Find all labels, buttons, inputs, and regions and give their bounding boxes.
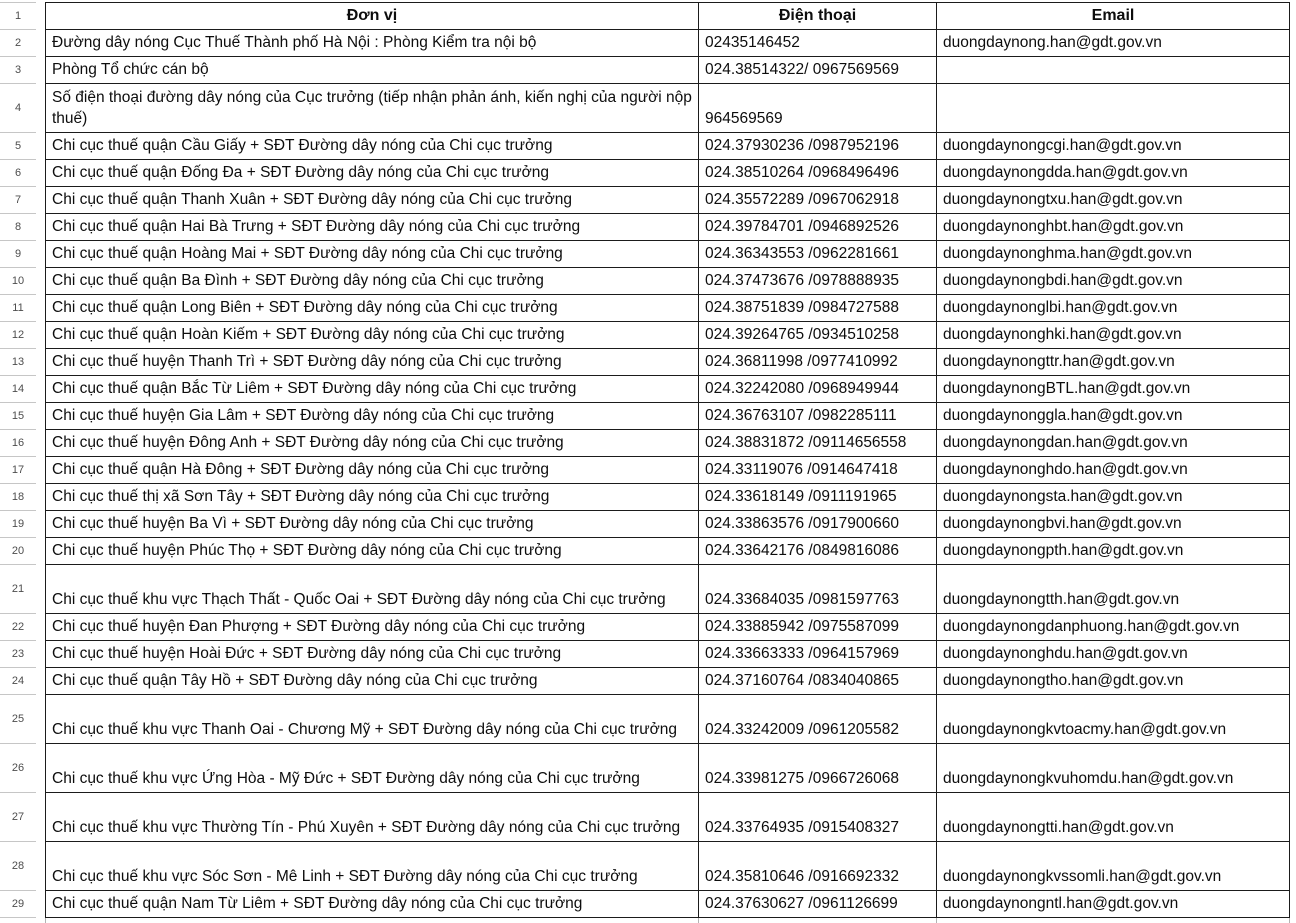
- header-unit-label: Đơn vị: [346, 7, 398, 24]
- partial-next-row: [45, 918, 1290, 922]
- cell-phone[interactable]: [699, 214, 937, 241]
- row-number-label: 18: [11, 491, 25, 503]
- email-text: duongdaynonglbi.han@gdt.gov.vn: [943, 299, 1178, 316]
- cell-email[interactable]: [937, 430, 1290, 457]
- table-row: [45, 891, 1290, 918]
- cell-unit[interactable]: [45, 376, 699, 403]
- cell-email[interactable]: [937, 744, 1290, 793]
- phone-text: 024.33863576 /0917900660: [705, 515, 899, 532]
- phone-text: 024.33119076 /0914647418: [705, 461, 898, 478]
- table-row: [45, 614, 1290, 641]
- header-cell-phone[interactable]: [699, 3, 937, 30]
- row-number[interactable]: [0, 240, 36, 267]
- email-text: duongdaynong.han@gdt.gov.vn: [943, 34, 1162, 51]
- cell-phone[interactable]: [699, 484, 937, 511]
- email-text: duongdaynongbvi.han@gdt.gov.vn: [943, 515, 1182, 532]
- table-row: [45, 511, 1290, 538]
- row-number[interactable]: [0, 29, 36, 56]
- email-text: duongdaynongttr.han@gdt.gov.vn: [943, 353, 1175, 370]
- table-row: [45, 133, 1290, 160]
- row-number[interactable]: [0, 132, 36, 159]
- phone-text: 024.38510264 /0968496496: [705, 164, 899, 181]
- cell-phone[interactable]: [699, 241, 937, 268]
- table-row: [45, 84, 1290, 133]
- unit-text: Chi cục thuế huyện Đông Anh + SĐT Đường dây nóng của Chi cục trưởng: [52, 434, 564, 451]
- email-text: duongdaynonghdu.han@gdt.gov.vn: [943, 645, 1188, 662]
- unit-text: Chi cục thuế quận Nam Từ Liêm + SĐT Đường dây nóng của Chi cục trưởng: [52, 895, 583, 912]
- unit-text: Chi cục thuế huyện Thanh Trì + SĐT Đường dây nóng của Chi cục trưởng: [52, 353, 562, 370]
- row-number-label: 1: [14, 10, 22, 22]
- cell-unit[interactable]: [45, 187, 699, 214]
- row-number[interactable]: [0, 83, 36, 132]
- phone-text: 024.35810646 /0916692332: [705, 868, 899, 885]
- email-text: duongdaynongkvuhomdu.han@gdt.gov.vn: [943, 770, 1234, 787]
- phone-text: 024.32242080 /0968949944: [705, 380, 899, 397]
- phone-text: 024.37160764 /0834040865: [705, 672, 899, 689]
- row-number-label: 20: [11, 545, 25, 557]
- email-text: duongdaynongbdi.han@gdt.gov.vn: [943, 272, 1183, 289]
- unit-text: Chi cục thuế quận Ba Đình + SĐT Đường dây nóng của Chi cục trưởng: [52, 272, 544, 289]
- table-row: [45, 457, 1290, 484]
- row-number[interactable]: [0, 792, 36, 841]
- row-number[interactable]: [0, 2, 36, 29]
- gutter-gap: [36, 2, 45, 922]
- cell-unit[interactable]: [45, 322, 699, 349]
- cell-unit[interactable]: [45, 538, 699, 565]
- cell-email[interactable]: [937, 187, 1290, 214]
- email-text: duongdaynonghdo.han@gdt.gov.vn: [943, 461, 1188, 478]
- cell-unit[interactable]: [45, 349, 699, 376]
- header-cell-email[interactable]: [937, 3, 1290, 30]
- phone-text: 024.33618149 /0911191965: [705, 488, 897, 505]
- table-row: [45, 565, 1290, 614]
- row-number-label: 3: [14, 64, 22, 76]
- cell-phone[interactable]: [699, 614, 937, 641]
- table-row: [45, 160, 1290, 187]
- unit-text: Chi cục thuế khu vực Ứng Hòa - Mỹ Đức + SĐT Đường dây nóng của Chi cục trưởng: [52, 770, 640, 787]
- table-row: [45, 241, 1290, 268]
- table-row: [45, 538, 1290, 565]
- row-number[interactable]: [0, 213, 36, 240]
- email-text: duongdaynonghma.han@gdt.gov.vn: [943, 245, 1192, 262]
- phone-text: 024.36763107 /0982285111: [705, 407, 897, 424]
- table-row: [45, 295, 1290, 322]
- table-row: [45, 322, 1290, 349]
- table-row: [45, 793, 1290, 842]
- row-number[interactable]: [0, 159, 36, 186]
- table-row: [45, 376, 1290, 403]
- cell-phone[interactable]: [699, 511, 937, 538]
- cell-unit[interactable]: [45, 565, 699, 614]
- cell-unit[interactable]: [45, 241, 699, 268]
- row-number[interactable]: [0, 375, 36, 402]
- row-number-label: 13: [11, 356, 25, 368]
- phone-text: 964569569: [705, 110, 783, 127]
- cell-phone[interactable]: [699, 322, 937, 349]
- email-text: duongdaynongpth.han@gdt.gov.vn: [943, 542, 1184, 559]
- row-number-label: 5: [14, 140, 22, 152]
- cell-email[interactable]: [937, 160, 1290, 187]
- cell-phone[interactable]: [699, 457, 937, 484]
- cell-unit[interactable]: [45, 614, 699, 641]
- cell-phone[interactable]: [699, 160, 937, 187]
- unit-text: Chi cục thuế khu vực Thanh Oai - Chương Mỹ + SĐT Đường dây nóng của Chi cục trưởng: [52, 721, 677, 738]
- table-row: [45, 30, 1290, 57]
- cell-phone[interactable]: [699, 403, 937, 430]
- row-number-column: [0, 2, 36, 922]
- cell-email[interactable]: [937, 484, 1290, 511]
- unit-text: Chi cục thuế quận Đống Đa + SĐT Đường dây nóng của Chi cục trưởng: [52, 164, 550, 181]
- email-text: duongdaynongkvssomli.han@gdt.gov.vn: [943, 868, 1222, 885]
- cell-email[interactable]: [937, 891, 1290, 918]
- row-number-label: 24: [11, 675, 25, 687]
- cell-unit[interactable]: [45, 268, 699, 295]
- cell-email[interactable]: [937, 565, 1290, 614]
- email-text: duongdaynongkvtoacmy.han@gdt.gov.vn: [943, 721, 1227, 738]
- phone-text: 024.33885942 /0975587099: [705, 618, 899, 635]
- phone-text: 024.36343553 /0962281661: [705, 245, 899, 262]
- row-number-label: 22: [11, 621, 25, 633]
- row-number[interactable]: [0, 267, 36, 294]
- row-number-label: 17: [11, 464, 25, 476]
- cell-unit[interactable]: [45, 403, 699, 430]
- unit-text: Chi cục thuế quận Bắc Từ Liêm + SĐT Đường dây nóng của Chi cục trưởng: [52, 380, 577, 397]
- cell-email[interactable]: [937, 84, 1290, 133]
- phone-text: 024.33642176 /0849816086: [705, 542, 899, 559]
- cell-phone[interactable]: [699, 793, 937, 842]
- phone-text: 024.38751839 /0984727588: [705, 299, 899, 316]
- table-row: [45, 695, 1290, 744]
- row-number-label: 21: [11, 583, 25, 595]
- phone-text: 024.33684035 /0981597763: [705, 591, 899, 608]
- cell-unit[interactable]: [45, 793, 699, 842]
- table-row: [45, 268, 1290, 295]
- unit-text: Chi cục thuế quận Cầu Giấy + SĐT Đường dây nóng của Chi cục trưởng: [52, 137, 553, 154]
- cell-phone[interactable]: [699, 187, 937, 214]
- email-text: duongdaynongtti.han@gdt.gov.vn: [943, 819, 1174, 836]
- cell-email[interactable]: [937, 668, 1290, 695]
- row-number-label: 6: [14, 167, 22, 179]
- cell-email[interactable]: [937, 349, 1290, 376]
- row-number[interactable]: [0, 456, 36, 483]
- row-number-label: 8: [14, 221, 22, 233]
- table-row: [45, 430, 1290, 457]
- cell-phone[interactable]: [699, 295, 937, 322]
- table-row: [45, 403, 1290, 430]
- unit-text: Chi cục thuế quận Hà Đông + SĐT Đường dây nóng của Chi cục trưởng: [52, 461, 550, 478]
- unit-text: Đường dây nóng Cục Thuế Thành phố Hà Nội : Phòng Kiểm tra nội bộ: [52, 34, 537, 51]
- cell-unit[interactable]: [45, 457, 699, 484]
- cell-unit[interactable]: [45, 430, 699, 457]
- cell-email[interactable]: [937, 322, 1290, 349]
- contacts-table: [45, 2, 1290, 922]
- table-row: [45, 744, 1290, 793]
- row-number-label: 27: [11, 811, 25, 823]
- cell-phone[interactable]: [699, 349, 937, 376]
- phone-text: 024.33663333 /0964157969: [705, 645, 899, 662]
- table-row: [45, 842, 1290, 891]
- cell-unit[interactable]: [45, 511, 699, 538]
- row-number-label: 4: [14, 102, 22, 114]
- row-number-label: 19: [11, 518, 25, 530]
- cell-email[interactable]: [937, 641, 1290, 668]
- phone-text: 024.38831872 /09114656558: [705, 434, 907, 451]
- cell-phone[interactable]: [699, 744, 937, 793]
- unit-text: Chi cục thuế khu vực Thường Tín - Phú Xuyên + SĐT Đường dây nóng của Chi cục trưởng: [52, 819, 681, 836]
- email-text: duongdaynonghbt.han@gdt.gov.vn: [943, 218, 1184, 235]
- row-number-label: 23: [11, 648, 25, 660]
- cell-email[interactable]: [937, 538, 1290, 565]
- header-row: [45, 3, 1290, 30]
- row-number-label: 9: [14, 248, 22, 260]
- cell-unit[interactable]: [45, 84, 699, 133]
- unit-text: Chi cục thuế quận Thanh Xuân + SĐT Đường dây nóng của Chi cục trưởng: [52, 191, 573, 208]
- email-text: duongdaynongtho.han@gdt.gov.vn: [943, 672, 1184, 689]
- cell-email[interactable]: [937, 842, 1290, 891]
- cell-email[interactable]: [937, 614, 1290, 641]
- cell-unit[interactable]: [45, 668, 699, 695]
- phone-text: 024.37930236 /0987952196: [705, 137, 899, 154]
- cell-phone[interactable]: [699, 133, 937, 160]
- unit-text: Chi cục thuế huyện Ba Vì + SĐT Đường dây nóng của Chi cục trưởng: [52, 515, 534, 532]
- cell-phone[interactable]: [699, 57, 937, 84]
- phone-text: 024.33981275 /0966726068: [705, 770, 899, 787]
- row-number-label: 2: [14, 37, 22, 49]
- row-number-label: 7: [14, 194, 22, 206]
- cell-unit[interactable]: [45, 891, 699, 918]
- cell-email[interactable]: [937, 295, 1290, 322]
- cell-unit[interactable]: [45, 133, 699, 160]
- cell-phone[interactable]: [699, 268, 937, 295]
- cell-unit[interactable]: [45, 30, 699, 57]
- cell-phone[interactable]: [699, 641, 937, 668]
- table-row: [45, 57, 1290, 84]
- table-row: [45, 668, 1290, 695]
- unit-text: Số điện thoại đường dây nóng của Cục trưởng (tiếp nhận phản ánh, kiến nghị của người nộp thuế): [52, 89, 692, 127]
- email-text: duongdaynonggla.han@gdt.gov.vn: [943, 407, 1183, 424]
- row-number[interactable]: [0, 294, 36, 321]
- unit-text: Chi cục thuế quận Long Biên + SĐT Đường dây nóng của Chi cục trưởng: [52, 299, 558, 316]
- cell-email[interactable]: [937, 133, 1290, 160]
- row-number-label: 16: [11, 437, 25, 449]
- cell-unit[interactable]: [45, 295, 699, 322]
- cell-phone[interactable]: [699, 565, 937, 614]
- unit-text: Chi cục thuế huyện Gia Lâm + SĐT Đường dây nóng của Chi cục trưởng: [52, 407, 555, 424]
- cell-phone[interactable]: [699, 695, 937, 744]
- cell-email[interactable]: [937, 793, 1290, 842]
- cell-email[interactable]: [937, 57, 1290, 84]
- email-text: duongdaynongdanphuong.han@gdt.gov.vn: [943, 618, 1240, 635]
- header-cell-unit[interactable]: [45, 3, 699, 30]
- cell-phone[interactable]: [699, 376, 937, 403]
- cell-email[interactable]: [937, 511, 1290, 538]
- phone-text: 024.39784701 /0946892526: [705, 218, 899, 235]
- row-number-divider: [0, 917, 36, 921]
- phone-text: 024.37630627 /0961126699: [705, 895, 898, 912]
- cell-phone[interactable]: [699, 668, 937, 695]
- unit-text: Chi cục thuế huyện Phúc Thọ + SĐT Đường dây nóng của Chi cục trưởng: [52, 542, 562, 559]
- cell-unit[interactable]: [45, 57, 699, 84]
- row-number[interactable]: [0, 321, 36, 348]
- table-row: [45, 484, 1290, 511]
- email-text: duongdaynongtxu.han@gdt.gov.vn: [943, 191, 1183, 208]
- email-text: duongdaynongsta.han@gdt.gov.vn: [943, 488, 1183, 505]
- row-number-label: 14: [11, 383, 25, 395]
- unit-text: Chi cục thuế khu vực Sóc Sơn - Mê Linh + SĐT Đường dây nóng của Chi cục trưởng: [52, 868, 638, 885]
- cell-phone[interactable]: [699, 538, 937, 565]
- cell-phone[interactable]: [699, 84, 937, 133]
- cell-email[interactable]: [937, 695, 1290, 744]
- unit-text: Chi cục thuế quận Hoàn Kiếm + SĐT Đường dây nóng của Chi cục trưởng: [52, 326, 565, 343]
- row-number[interactable]: [0, 564, 36, 613]
- row-number-label: 29: [11, 898, 25, 910]
- cell-email[interactable]: [937, 457, 1290, 484]
- table-body: [45, 30, 1290, 918]
- email-text: duongdaynongdan.han@gdt.gov.vn: [943, 434, 1188, 451]
- unit-text: Phòng Tổ chức cán bộ: [52, 61, 209, 78]
- phone-text: 024.39264765 /0934510258: [705, 326, 899, 343]
- row-number[interactable]: [0, 348, 36, 375]
- unit-text: Chi cục thuế huyện Đan Phượng + SĐT Đường dây nóng của Chi cục trưởng: [52, 618, 586, 635]
- cell-unit[interactable]: [45, 695, 699, 744]
- unit-text: Chi cục thuế thị xã Sơn Tây + SĐT Đường dây nóng của Chi cục trưởng: [52, 488, 550, 505]
- unit-text: Chi cục thuế khu vực Thạch Thất - Quốc Oai + SĐT Đường dây nóng của Chi cục trưởng: [52, 591, 666, 608]
- row-number[interactable]: [0, 743, 36, 792]
- cell-email[interactable]: [937, 268, 1290, 295]
- unit-text: Chi cục thuế quận Tây Hồ + SĐT Đường dây nóng của Chi cục trưởng: [52, 672, 538, 689]
- phone-text: 024.33242009 /0961205582: [705, 721, 899, 738]
- row-number-label: 12: [11, 329, 25, 341]
- cell-email[interactable]: [937, 376, 1290, 403]
- email-text: duongdaynongntl.han@gdt.gov.vn: [943, 895, 1179, 912]
- row-number-label: 11: [12, 302, 24, 314]
- cell-unit[interactable]: [45, 160, 699, 187]
- row-number[interactable]: [0, 186, 36, 213]
- phone-text: 024.35572289 /0967062918: [705, 191, 899, 208]
- cell-phone[interactable]: [699, 842, 937, 891]
- cell-unit[interactable]: [45, 744, 699, 793]
- cell-unit[interactable]: [45, 484, 699, 511]
- row-number-label: 26: [11, 762, 25, 774]
- row-number[interactable]: [0, 429, 36, 456]
- cell-phone[interactable]: [699, 430, 937, 457]
- row-number-label: 10: [11, 275, 25, 287]
- header-email-label: Email: [1091, 7, 1135, 24]
- cell-email[interactable]: [937, 241, 1290, 268]
- phone-text: 024.37473676 /0978888935: [705, 272, 899, 289]
- row-number-label: 28: [11, 860, 25, 872]
- table-row: [45, 641, 1290, 668]
- row-number-label: 15: [11, 410, 25, 422]
- row-number[interactable]: [0, 890, 36, 917]
- email-text: duongdaynongtth.han@gdt.gov.vn: [943, 591, 1180, 608]
- cell-email[interactable]: [937, 403, 1290, 430]
- row-number-label: 25: [11, 713, 25, 725]
- table-row: [45, 349, 1290, 376]
- row-number[interactable]: [0, 510, 36, 537]
- phone-text: 02435146452: [705, 34, 800, 51]
- row-number[interactable]: [0, 613, 36, 640]
- email-text: duongdaynonghki.han@gdt.gov.vn: [943, 326, 1182, 343]
- row-number[interactable]: [0, 402, 36, 429]
- email-text: duongdaynongBTL.han@gdt.gov.vn: [943, 380, 1191, 397]
- row-number[interactable]: [0, 483, 36, 510]
- email-text: duongdaynongcgi.han@gdt.gov.vn: [943, 137, 1182, 154]
- table-row: [45, 214, 1290, 241]
- cell-unit[interactable]: [45, 214, 699, 241]
- cell-email[interactable]: [937, 214, 1290, 241]
- row-number[interactable]: [0, 56, 36, 83]
- row-number[interactable]: [0, 841, 36, 890]
- cell-phone[interactable]: [699, 30, 937, 57]
- row-number[interactable]: [0, 694, 36, 743]
- row-number[interactable]: [0, 537, 36, 564]
- email-text: duongdaynongdda.han@gdt.gov.vn: [943, 164, 1188, 181]
- unit-text: Chi cục thuế quận Hai Bà Trưng + SĐT Đường dây nóng của Chi cục trưởng: [52, 218, 581, 235]
- unit-text: Chi cục thuế huyện Hoài Đức + SĐT Đường dây nóng của Chi cục trưởng: [52, 645, 562, 662]
- cell-unit[interactable]: [45, 641, 699, 668]
- cell-unit[interactable]: [45, 842, 699, 891]
- row-number[interactable]: [0, 667, 36, 694]
- header-phone-label: Điện thoại: [778, 7, 857, 24]
- phone-text: 024.33764935 /0915408327: [705, 819, 899, 836]
- row-number[interactable]: [0, 640, 36, 667]
- unit-text: Chi cục thuế quận Hoàng Mai + SĐT Đường dây nóng của Chi cục trưởng: [52, 245, 563, 262]
- phone-text: 024.36811998 /0977410992: [705, 353, 898, 370]
- cell-email[interactable]: [937, 30, 1290, 57]
- table-row: [45, 187, 1290, 214]
- phone-text: 024.38514322/ 0967569569: [705, 61, 899, 78]
- cell-phone[interactable]: [699, 891, 937, 918]
